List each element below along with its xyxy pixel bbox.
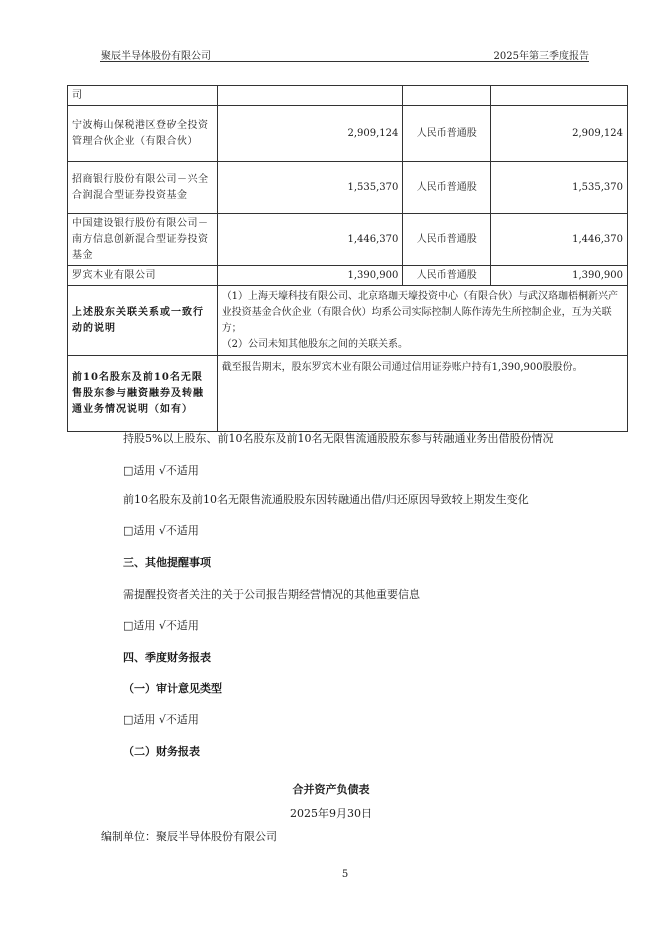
header-divider <box>100 61 589 62</box>
margin-label: 前10名股东及前10名无限售股东参与融资融券及转融通业务情况说明（如有） <box>68 356 218 432</box>
related-text-2: （2）公司未知其他股东之间的关联关系。 <box>221 338 409 350</box>
related-label: 上述股东关联关系或一致行动的说明 <box>68 286 218 356</box>
holder-shares: 1,390,900 <box>217 266 403 286</box>
holder-type: 人民币普通股 <box>403 162 491 214</box>
holder-name: 招商银行股份有限公司－兴全合润混合型证券投资基金 <box>68 162 218 214</box>
header-report: 2025年第三季度报告 <box>493 51 589 62</box>
holder-name: 罗宾木业有限公司 <box>68 266 218 286</box>
change-heading: 前10名股东及前10名无限售流通股股东因转融通出借/归还原因导致较上期发生变化 <box>123 493 529 506</box>
table-row <box>68 286 628 356</box>
page-number: 5 <box>341 869 349 880</box>
table-row <box>68 266 628 286</box>
related-text-1: （1）上海天壕科技有限公司、北京珞珈天壕投资中心（有限合伙）与武汉珞珈梧桐新兴产业投资基金合伙企业（有限合伙）均系公司实际控制人陈作涛先生所控制企业，互为关联方； <box>221 290 619 334</box>
table-row <box>68 162 628 214</box>
holder-qty: 1,446,370 <box>491 214 628 266</box>
holder-name: 中国建设银行股份有限公司－南方信息创新混合型证券投资基金 <box>68 214 218 266</box>
holder-shares <box>217 86 403 106</box>
financial-report-heading: （二）财务报表 <box>123 745 200 758</box>
preparer-unit: 编制单位：聚辰半导体股份有限公司 <box>101 830 277 843</box>
reminder-text: 需提醒投资者关注的关于公司报告期经营情况的其他重要信息 <box>123 588 420 601</box>
table-row <box>68 214 628 266</box>
audit-applicability: □适用 √不适用 <box>123 713 199 726</box>
holder-type: 人民币普通股 <box>403 214 491 266</box>
table-row <box>68 106 628 162</box>
shareholders-table <box>67 85 628 432</box>
holder-shares: 1,535,370 <box>217 162 403 214</box>
related-note <box>217 286 627 356</box>
holder-shares: 2,909,124 <box>217 106 403 162</box>
holder-qty: 2,909,124 <box>491 106 628 162</box>
holder-name: 宁波梅山保税港区登矽全投资管理合伙企业（有限合伙） <box>68 106 218 162</box>
balance-sheet-title: 合并资产负债表 <box>292 783 370 796</box>
reminder-applicability: □适用 √不适用 <box>123 619 199 632</box>
audit-opinion-heading: （一）审计意见类型 <box>123 682 222 695</box>
change-applicability: □适用 √不适用 <box>123 524 199 537</box>
table-row <box>68 356 628 432</box>
table-row <box>68 86 628 106</box>
holder-type <box>403 86 491 106</box>
lending-applicability: □适用 √不适用 <box>123 464 199 477</box>
section-other-reminders: 三、其他提醒事项 <box>123 556 211 569</box>
holder-type: 人民币普通股 <box>403 106 491 162</box>
holder-qty <box>491 86 628 106</box>
holder-qty: 1,535,370 <box>491 162 628 214</box>
holder-shares: 1,446,370 <box>217 214 403 266</box>
balance-sheet-date: 2025年9月30日 <box>290 807 372 820</box>
holder-name: 司 <box>68 86 218 106</box>
margin-text: 截至报告期末，股东罗宾木业有限公司通过信用证券账户持有1,390,900股股份。 <box>217 356 627 432</box>
header-company: 聚辰半导体股份有限公司 <box>101 51 211 62</box>
section-financial-statements: 四、季度财务报表 <box>123 651 211 664</box>
holder-qty: 1,390,900 <box>491 266 628 286</box>
holder-type: 人民币普通股 <box>403 266 491 286</box>
lending-heading: 持股5%以上股东、前10名股东及前10名无限售流通股股东参与转融通业务出借股份情况 <box>123 432 554 445</box>
